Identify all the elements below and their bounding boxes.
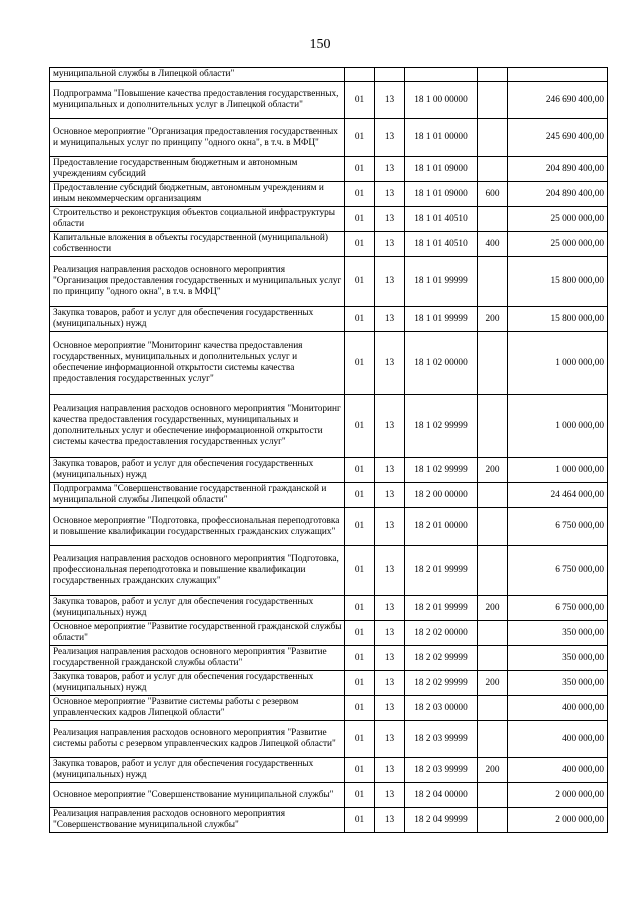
section-cell: 01	[345, 508, 375, 546]
amount-cell: 350 000,00	[508, 646, 608, 671]
subsection-cell: 13	[375, 696, 405, 721]
section-cell: 01	[345, 182, 375, 207]
expense-name-cell: Закупка товаров, работ и услуг для обеспечения государственных (муниципальных) нужд	[50, 596, 345, 621]
section-cell: 01	[345, 808, 375, 833]
target-article-cell: 18 1 02 00000	[405, 332, 478, 395]
target-article-cell: 18 2 03 99999	[405, 721, 478, 758]
expense-type-cell	[478, 783, 508, 808]
expense-name-cell: Реализация направления расходов основного мероприятия "Развитие системы работы с резервом управленческих кадров Липецкой области"	[50, 721, 345, 758]
expense-name-cell: Основное мероприятие "Развитие государственной гражданской службы области"	[50, 621, 345, 646]
expense-type-cell	[478, 508, 508, 546]
table-row	[50, 458, 608, 483]
expense-name-cell: Предоставление государственным бюджетным и автономным учреждениям субсидий	[50, 157, 345, 182]
expense-type-cell	[478, 119, 508, 157]
expense-type-cell: 200	[478, 596, 508, 621]
section-cell: 01	[345, 721, 375, 758]
target-article-cell: 18 1 01 00000	[405, 119, 478, 157]
table-row	[50, 332, 608, 395]
expense-name-cell: муниципальной службы в Липецкой области"	[50, 68, 345, 82]
amount-cell: 400 000,00	[508, 758, 608, 783]
target-article-cell: 18 1 01 09000	[405, 157, 478, 182]
target-article-cell: 18 1 00 00000	[405, 82, 478, 119]
subsection-cell: 13	[375, 546, 405, 596]
subsection-cell: 13	[375, 395, 405, 458]
amount-cell: 400 000,00	[508, 696, 608, 721]
amount-cell: 2 000 000,00	[508, 808, 608, 833]
target-article-cell: 18 2 03 99999	[405, 758, 478, 783]
section-cell: 01	[345, 621, 375, 646]
target-article-cell: 18 1 02 99999	[405, 395, 478, 458]
target-article-cell: 18 2 02 99999	[405, 646, 478, 671]
expense-type-cell	[478, 721, 508, 758]
amount-cell: 6 750 000,00	[508, 546, 608, 596]
section-cell: 01	[345, 671, 375, 696]
table-row	[50, 808, 608, 833]
subsection-cell: 13	[375, 82, 405, 119]
expense-name-cell: Основное мероприятие "Мониторинг качества предоставления государственных, муниципальных и дополнительных услуг и обеспечение информационной открытости системы качества предоставления государственных услуг"	[50, 332, 345, 395]
subsection-cell: 13	[375, 621, 405, 646]
subsection-cell: 13	[375, 808, 405, 833]
expense-type-cell	[478, 546, 508, 596]
expense-type-cell	[478, 808, 508, 833]
table-row	[50, 157, 608, 182]
target-article-cell: 18 1 01 09000	[405, 182, 478, 207]
section-cell	[345, 68, 375, 82]
target-article-cell: 18 2 01 99999	[405, 596, 478, 621]
target-article-cell: 18 2 04 00000	[405, 783, 478, 808]
expense-name-cell: Реализация направления расходов основного мероприятия "Развитие государственной гражданской службы области"	[50, 646, 345, 671]
subsection-cell: 13	[375, 458, 405, 483]
section-cell: 01	[345, 82, 375, 119]
table-row	[50, 596, 608, 621]
amount-cell: 15 800 000,00	[508, 257, 608, 307]
amount-cell: 245 690 400,00	[508, 119, 608, 157]
amount-cell: 25 000 000,00	[508, 207, 608, 232]
expense-name-cell: Закупка товаров, работ и услуг для обеспечения государственных (муниципальных) нужд	[50, 671, 345, 696]
page-number: 150	[309, 37, 331, 52]
expense-name-cell: Основное мероприятие "Подготовка, профессиональная переподготовка и повышение квалификации государственных гражданских служащих"	[50, 508, 345, 546]
amount-cell: 1 000 000,00	[508, 395, 608, 458]
table-row	[50, 68, 608, 82]
section-cell: 01	[345, 257, 375, 307]
section-cell: 01	[345, 783, 375, 808]
subsection-cell: 13	[375, 596, 405, 621]
subsection-cell: 13	[375, 646, 405, 671]
target-article-cell: 18 2 04 99999	[405, 808, 478, 833]
subsection-cell	[375, 68, 405, 82]
expense-type-cell	[478, 332, 508, 395]
section-cell: 01	[345, 758, 375, 783]
amount-cell	[508, 68, 608, 82]
section-cell: 01	[345, 458, 375, 483]
target-article-cell: 18 2 02 00000	[405, 621, 478, 646]
target-article-cell: 18 1 01 99999	[405, 257, 478, 307]
subsection-cell: 13	[375, 783, 405, 808]
amount-cell: 246 690 400,00	[508, 82, 608, 119]
subsection-cell: 13	[375, 483, 405, 508]
expense-type-cell	[478, 157, 508, 182]
table-row	[50, 758, 608, 783]
section-cell: 01	[345, 332, 375, 395]
table-row	[50, 395, 608, 458]
subsection-cell: 13	[375, 721, 405, 758]
subsection-cell: 13	[375, 307, 405, 332]
expense-type-cell	[478, 483, 508, 508]
target-article-cell: 18 1 01 40510	[405, 207, 478, 232]
expense-type-cell: 200	[478, 671, 508, 696]
amount-cell: 24 464 000,00	[508, 483, 608, 508]
amount-cell: 2 000 000,00	[508, 783, 608, 808]
expense-type-cell	[478, 207, 508, 232]
table-row	[50, 307, 608, 332]
table-row	[50, 646, 608, 671]
expense-name-cell: Подпрограмма "Совершенствование государственной гражданской и муниципальной службы Липецкой области"	[50, 483, 345, 508]
expense-name-cell: Основное мероприятие "Организация предоставления государственных и муниципальных услуг по принципу "одного окна", в т.ч. в МФЦ"	[50, 119, 345, 157]
amount-cell: 25 000 000,00	[508, 232, 608, 257]
expense-type-cell: 400	[478, 232, 508, 257]
expense-name-cell: Реализация направления расходов основного мероприятия "Организация предоставления государственных и муниципальных услуг по принципу "одного окна", в т.ч. в МФЦ"	[50, 257, 345, 307]
amount-cell: 400 000,00	[508, 721, 608, 758]
subsection-cell: 13	[375, 207, 405, 232]
amount-cell: 1 000 000,00	[508, 332, 608, 395]
expense-name-cell: Закупка товаров, работ и услуг для обеспечения государственных (муниципальных) нужд	[50, 758, 345, 783]
expense-name-cell: Основное мероприятие "Развитие системы работы с резервом управленческих кадров Липецкой области"	[50, 696, 345, 721]
amount-cell: 204 890 400,00	[508, 157, 608, 182]
section-cell: 01	[345, 696, 375, 721]
expense-type-cell: 200	[478, 307, 508, 332]
section-cell: 01	[345, 307, 375, 332]
target-article-cell: 18 1 01 40510	[405, 232, 478, 257]
expense-name-cell: Реализация направления расходов основного мероприятия "Подготовка, профессиональная переподготовка и повышение квалификации государственных гражданских служащих"	[50, 546, 345, 596]
table-row	[50, 257, 608, 307]
expense-type-cell	[478, 621, 508, 646]
target-article-cell: 18 2 03 00000	[405, 696, 478, 721]
expense-name-cell: Основное мероприятие "Совершенствование муниципальной службы"	[50, 783, 345, 808]
target-article-cell: 18 2 02 99999	[405, 671, 478, 696]
expense-type-cell: 600	[478, 182, 508, 207]
expense-type-cell: 200	[478, 458, 508, 483]
table-row	[50, 721, 608, 758]
amount-cell: 15 800 000,00	[508, 307, 608, 332]
section-cell: 01	[345, 207, 375, 232]
subsection-cell: 13	[375, 182, 405, 207]
table-row	[50, 82, 608, 119]
expense-name-cell: Строительство и реконструкция объектов социальной инфраструктуры области	[50, 207, 345, 232]
table-row	[50, 182, 608, 207]
target-article-cell: 18 2 01 99999	[405, 546, 478, 596]
target-article-cell: 18 2 01 00000	[405, 508, 478, 546]
table-row	[50, 508, 608, 546]
subsection-cell: 13	[375, 257, 405, 307]
expense-type-cell	[478, 646, 508, 671]
subsection-cell: 13	[375, 332, 405, 395]
expense-name-cell: Закупка товаров, работ и услуг для обеспечения государственных (муниципальных) нужд	[50, 458, 345, 483]
amount-cell: 6 750 000,00	[508, 508, 608, 546]
amount-cell: 350 000,00	[508, 621, 608, 646]
target-article-cell: 18 1 02 99999	[405, 458, 478, 483]
table-row	[50, 483, 608, 508]
expense-type-cell	[478, 696, 508, 721]
amount-cell: 1 000 000,00	[508, 458, 608, 483]
target-article-cell: 18 1 01 99999	[405, 307, 478, 332]
subsection-cell: 13	[375, 232, 405, 257]
expense-name-cell: Капитальные вложения в объекты государственной (муниципальной) собственности	[50, 232, 345, 257]
section-cell: 01	[345, 483, 375, 508]
amount-cell: 350 000,00	[508, 671, 608, 696]
expense-name-cell: Закупка товаров, работ и услуг для обеспечения государственных (муниципальных) нужд	[50, 307, 345, 332]
subsection-cell: 13	[375, 508, 405, 546]
table-row	[50, 207, 608, 232]
amount-cell: 204 890 400,00	[508, 182, 608, 207]
target-article-cell	[405, 68, 478, 82]
subsection-cell: 13	[375, 758, 405, 783]
expense-type-cell	[478, 257, 508, 307]
section-cell: 01	[345, 119, 375, 157]
expense-type-cell	[478, 395, 508, 458]
expense-name-cell: Подпрограмма "Повышение качества предоставления государственных, муниципальных и дополнительных услуг в Липецкой области"	[50, 82, 345, 119]
section-cell: 01	[345, 232, 375, 257]
section-cell: 01	[345, 157, 375, 182]
table-row	[50, 671, 608, 696]
table-row	[50, 546, 608, 596]
expense-type-cell	[478, 82, 508, 119]
section-cell: 01	[345, 596, 375, 621]
table-row	[50, 783, 608, 808]
amount-cell: 6 750 000,00	[508, 596, 608, 621]
expense-name-cell: Реализация направления расходов основного мероприятия "Совершенствование муниципальной службы"	[50, 808, 345, 833]
table-row	[50, 232, 608, 257]
section-cell: 01	[345, 646, 375, 671]
budget-table	[49, 67, 608, 833]
expense-name-cell: Предоставление субсидий бюджетным, автономным учреждениям и иным некоммерческим организациям	[50, 182, 345, 207]
table-row	[50, 696, 608, 721]
subsection-cell: 13	[375, 157, 405, 182]
expense-type-cell: 200	[478, 758, 508, 783]
expense-type-cell	[478, 68, 508, 82]
section-cell: 01	[345, 546, 375, 596]
expense-name-cell: Реализация направления расходов основного мероприятия "Мониторинг качества предоставления государственных, муниципальных и дополнительных услуг и обеспечение информационной открытости системы качества предоставления государственных услуг"	[50, 395, 345, 458]
table-row	[50, 119, 608, 157]
target-article-cell: 18 2 00 00000	[405, 483, 478, 508]
subsection-cell: 13	[375, 119, 405, 157]
section-cell: 01	[345, 395, 375, 458]
table-row	[50, 621, 608, 646]
subsection-cell: 13	[375, 671, 405, 696]
